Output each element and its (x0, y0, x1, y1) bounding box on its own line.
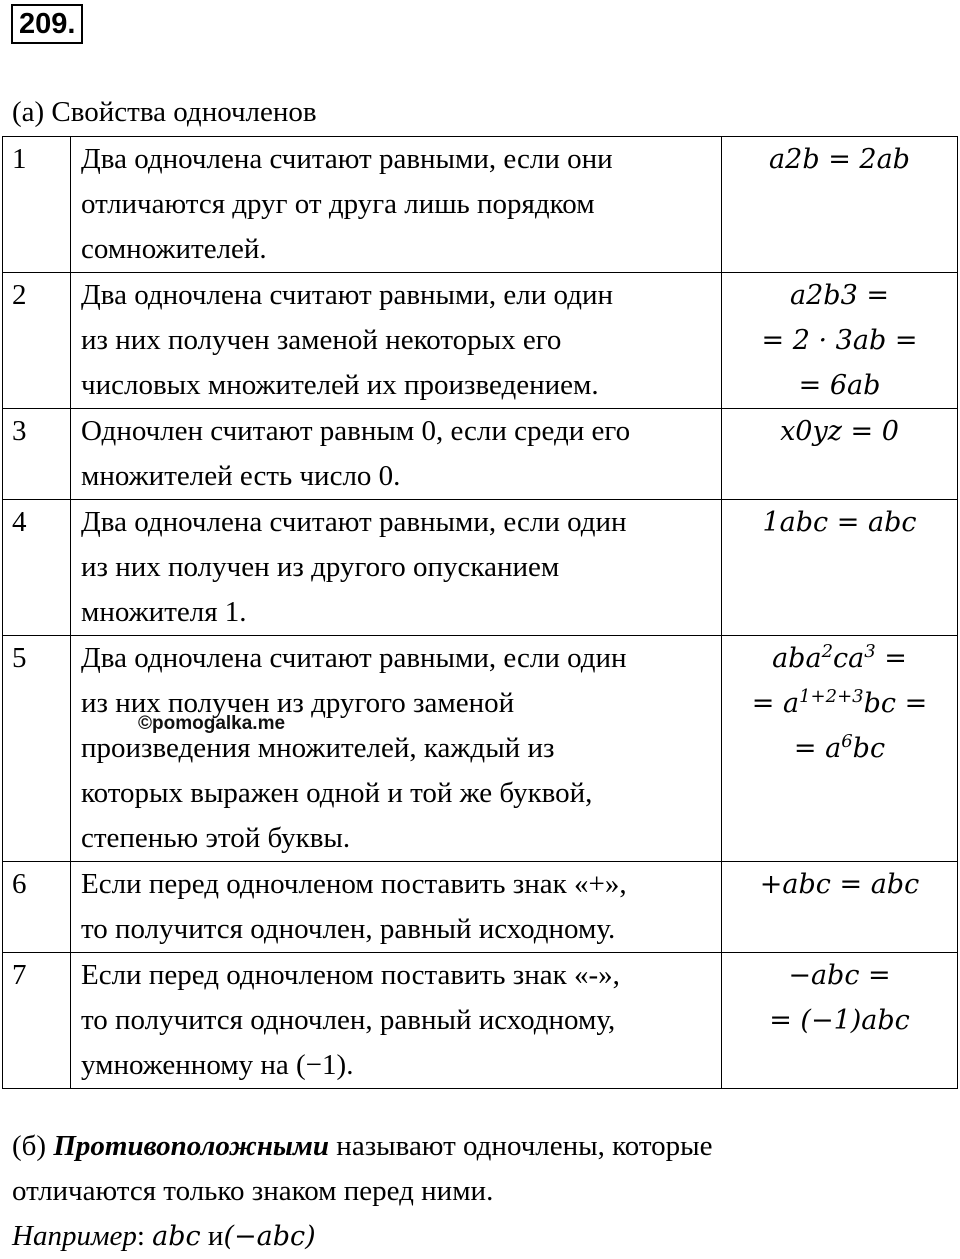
description-line: Если перед одночленом поставить знак «+», (81, 868, 627, 900)
section-b-prefix: (б) (12, 1130, 54, 1162)
table-row (3, 137, 958, 273)
row-example-formula (722, 953, 958, 1089)
row-number: 5 (3, 636, 71, 862)
description-line: множителей есть число 0. (81, 460, 401, 492)
row-number: 1 (3, 137, 71, 273)
row-number: 3 (3, 409, 71, 500)
row-number: 2 (3, 273, 71, 409)
formula-line (722, 636, 957, 681)
formula-line: −abc = (788, 960, 891, 991)
description-line: Два одночлена считают равными, ели один (81, 279, 613, 311)
example-line (12, 1214, 952, 1259)
section-a-title: (а) Свойства одночленов (12, 96, 317, 128)
row-example-formula (722, 273, 958, 409)
formula-line: = (−1)abc (769, 1005, 910, 1036)
example-label: Например (12, 1220, 137, 1252)
definition-term: Противоположными (53, 1130, 330, 1162)
formula-line: +abc = abc (759, 869, 920, 900)
row-number: 7 (3, 953, 71, 1089)
row-number: 6 (3, 862, 71, 953)
formula-part: bc (852, 733, 886, 764)
description-line: умноженному на (−1). (81, 1049, 354, 1081)
description-line: Два одночлена считают равными, если один (81, 642, 627, 674)
row-description (71, 636, 722, 862)
formula-part: bc = (863, 688, 928, 719)
description-line: произведения множителей, каждый из (81, 732, 555, 764)
formula-line (722, 726, 957, 771)
row-description (71, 500, 722, 636)
example-term-a: abc (152, 1221, 201, 1252)
formula-part: aba (772, 643, 822, 674)
row-example-formula (722, 137, 958, 273)
formula-line: a2b3 = (790, 280, 889, 311)
table-row (3, 500, 958, 636)
section-b (12, 1124, 952, 1259)
formula-line: x0yz = 0 (780, 416, 899, 447)
row-description (71, 953, 722, 1089)
row-description (71, 137, 722, 273)
row-number: 4 (3, 500, 71, 636)
table-row (3, 409, 958, 500)
formula-part: = (875, 643, 907, 674)
row-example-formula (722, 862, 958, 953)
formula-exponent: 3 (864, 641, 876, 662)
description-line: из них получен из другого заменой (81, 687, 515, 719)
formula-exponent: 2 (821, 641, 834, 662)
definition-line-1 (12, 1124, 952, 1169)
table-row (3, 636, 958, 862)
description-line: отличаются друг от друга лишь порядком (81, 188, 595, 220)
example-term-b: (−abc) (223, 1221, 316, 1252)
description-line: степенью этой буквы. (81, 822, 351, 854)
formula-part: ca (833, 643, 865, 674)
formula-line: = 6ab (798, 370, 881, 401)
description-line: Два одночлена считают равными, если они (81, 143, 613, 175)
row-example-formula (722, 409, 958, 500)
row-description (71, 862, 722, 953)
example-and: и (200, 1220, 224, 1252)
description-line: Одночлен считают равным 0, если среди его (81, 415, 631, 447)
task-number: 209. (11, 4, 83, 44)
formula-line (722, 681, 957, 726)
description-line: из них получен из другого опусканием (81, 551, 560, 583)
row-example-formula (722, 636, 958, 862)
description-line: сомножителей. (81, 233, 267, 265)
example-colon: : (136, 1220, 153, 1252)
watermark: ©pomogalka.me (138, 713, 286, 734)
description-line: Два одночлена считают равными, если один (81, 506, 627, 538)
formula-line: = 2 · 3ab = (761, 325, 918, 356)
description-line: числовых множителей их произведением. (81, 369, 599, 401)
formula-part: = a (793, 733, 842, 764)
formula-exponent: 1+2+3 (799, 686, 864, 707)
formula-exponent: 6 (841, 731, 853, 752)
row-description (71, 273, 722, 409)
definition-line-2: отличаются только знаком перед ними. (12, 1175, 494, 1207)
description-line: множителя 1. (81, 596, 247, 628)
table-row (3, 953, 958, 1089)
description-line: то получится одночлен, равный исходному. (81, 913, 616, 945)
properties-table (2, 136, 958, 1089)
formula-part: = a (751, 688, 800, 719)
row-description (71, 409, 722, 500)
description-line: из них получен заменой некоторых его (81, 324, 562, 356)
formula-line: a2b = 2ab (769, 144, 910, 175)
definition-rest: называют одночлены, которые (329, 1130, 713, 1162)
description-line: то получится одночлен, равный исходному, (81, 1004, 616, 1036)
formula-line: 1abc = abc (762, 507, 917, 538)
table-row (3, 273, 958, 409)
row-example-formula (722, 500, 958, 636)
description-line: Если перед одночленом поставить знак «-», (81, 959, 620, 991)
description-line: которых выражен одной и той же буквой, (81, 777, 593, 809)
table-row (3, 862, 958, 953)
